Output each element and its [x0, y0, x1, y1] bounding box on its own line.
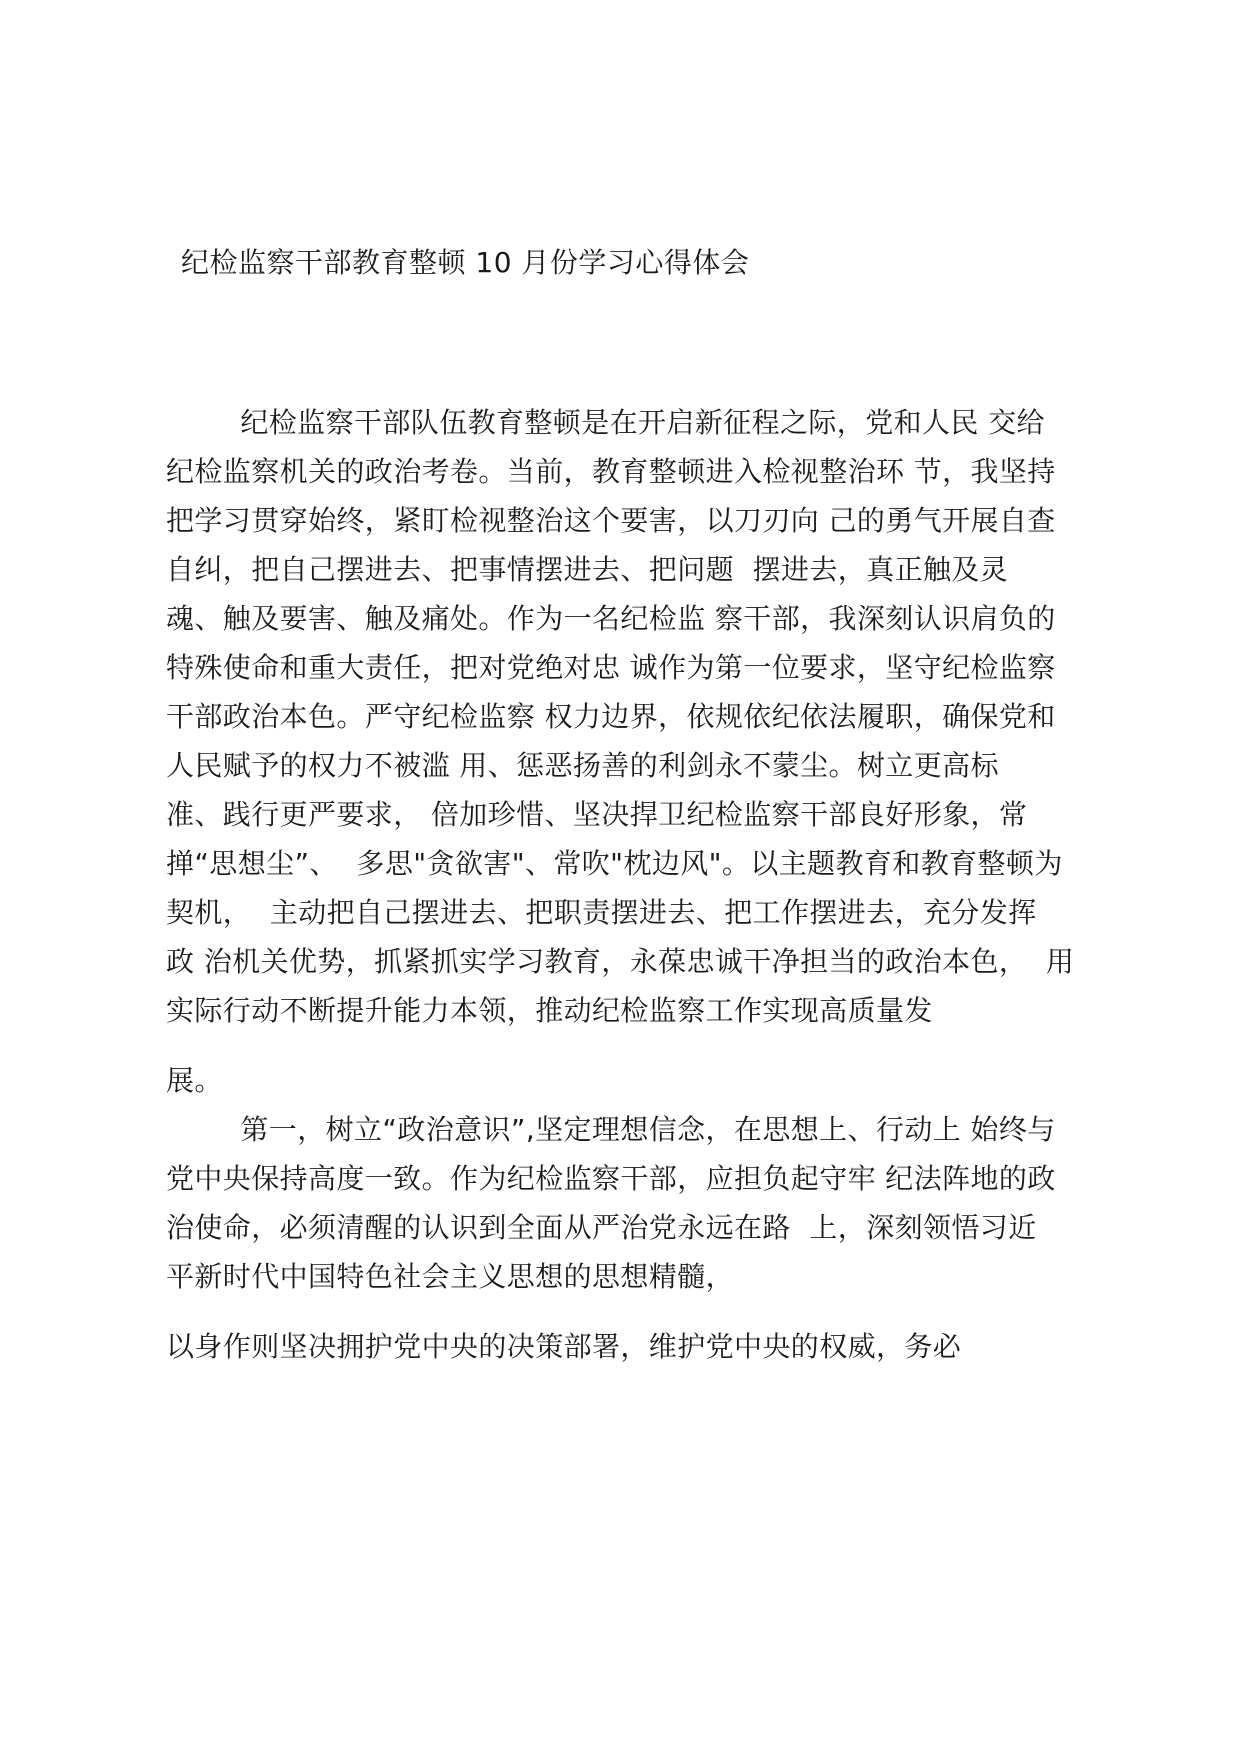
- paragraph-line: 治使命，必须清醒的认识到全面从严治党永远在路 上，深刻领悟习近: [166, 1211, 1037, 1244]
- paragraph-line: 实际行动不断提升能力本领，推动纪检监察工作实现高质量发: [166, 994, 933, 1027]
- paragraph-line: 把学习贯穿始终，紧盯检视整治这个要害，以刀刃向 己的勇气开展自查: [166, 504, 1056, 537]
- paragraph-line: 准、践行更严要求， 倍加珍惜、坚决捍卫纪检监察干部良好形象，常: [166, 798, 1028, 831]
- document-title: 纪检监察干部教育整顿 10 月份学习心得体会: [181, 246, 750, 279]
- paragraph-line: 政 治机关优势，抓紧抓实学习教育，永葆忠诚干净担当的政治本色， 用: [166, 945, 1075, 978]
- paragraph-line: 展。: [166, 1064, 223, 1097]
- paragraph-line: 党中央保持高度一致。作为纪检监察干部，应担负起守牢 纪法阵地的政: [166, 1162, 1056, 1195]
- paragraph-line: 以身作则坚决拥护党中央的决策部署，维护党中央的权威，务必: [166, 1330, 962, 1363]
- paragraph-line: 自纠，把自己摆进去、把事情摆进去、把问题 摆进去，真正触及灵: [166, 553, 1009, 586]
- paragraph-line: 第一，树立“政治意识”,坚定理想信念，在思想上、行动上 始终与: [166, 1113, 1056, 1146]
- paragraph-line: 干部政治本色。严守纪检监察 权力边界，依规依纪依法履职，确保党和: [166, 700, 1056, 733]
- paragraph-line: 平新时代中国特色社会主义思想的思想精髓，: [166, 1260, 735, 1293]
- paragraph-line: 纪检监察机关的政治考卷。当前，教育整顿进入检视整治环 节，我坚持: [166, 455, 1056, 488]
- paragraph-line: 掸“思想尘”、 多思"贪欲害"、常吹"枕边风"。以主题教育和教育整顿为: [166, 847, 1063, 880]
- paragraph-line: 纪检监察干部队伍教育整顿是在开启新征程之际，党和人民 交给: [166, 406, 1045, 439]
- paragraph-line: 特殊使命和重大责任，把对党绝对忠 诚作为第一位要求，坚守纪检监察: [166, 651, 1056, 684]
- paragraph-line: 契机， 主动把自己摆进去、把职责摆进去、把工作摆进去，充分发挥: [166, 896, 1037, 929]
- paragraph-line: 人民赋予的权力不被滥 用、惩恶扬善的利剑永不蒙尘。树立更高标: [166, 749, 999, 782]
- paragraph-line: 魂、触及要害、触及痛处。作为一名纪检监 察干部，我深刻认识肩负的: [166, 602, 1056, 635]
